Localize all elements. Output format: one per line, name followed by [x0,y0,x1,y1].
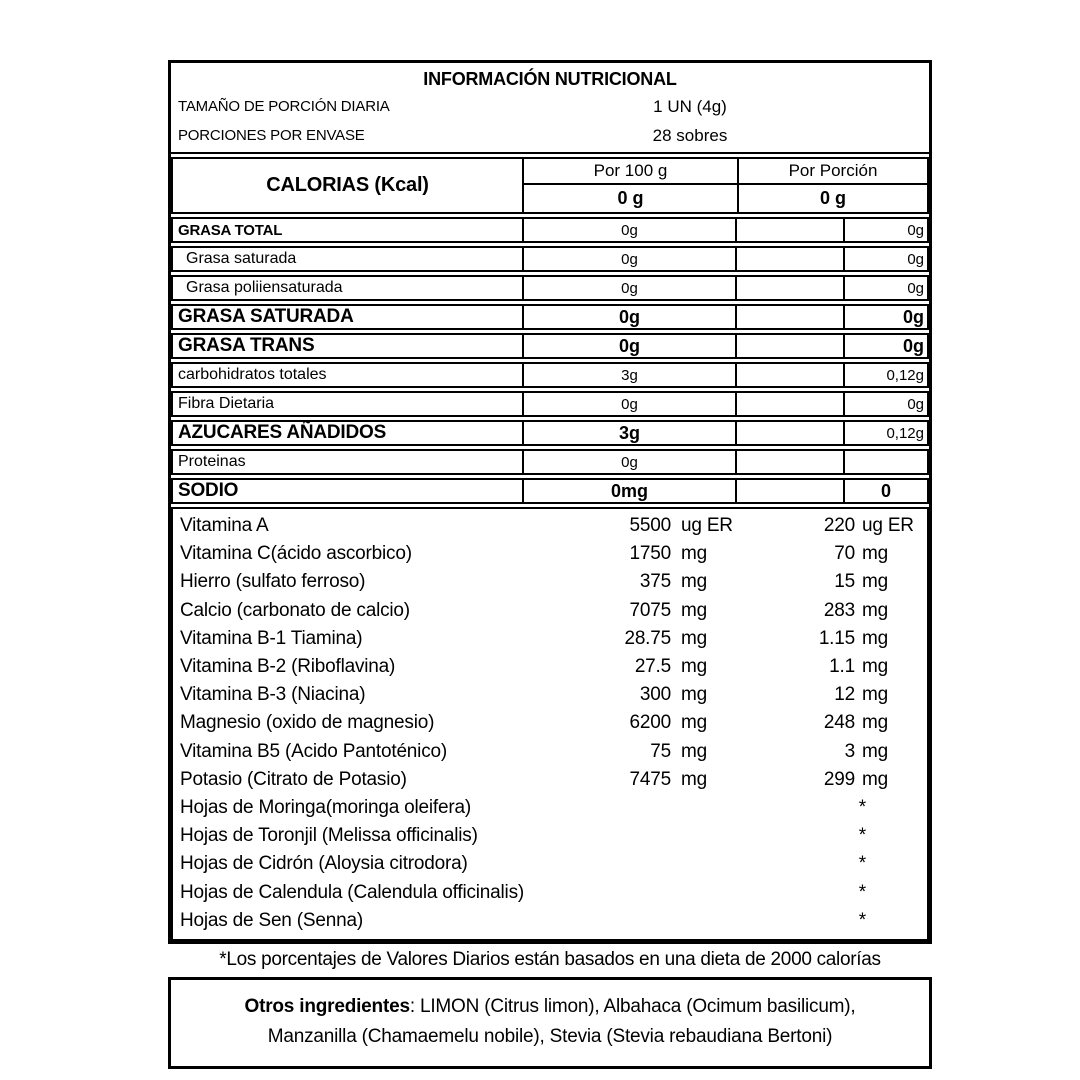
per-100g-amount: 1750 [629,543,671,565]
row-label: Magnesio (oxido de magnesio) [180,712,435,734]
table-row [171,478,929,504]
per-100g-amount: 300 [639,684,671,706]
table-header [171,63,929,154]
per-portion-value: 0 [843,480,927,502]
per-portion-unit: mg [862,684,888,706]
per-100g-unit: mg [681,712,707,734]
row-label: Calcio (carbonato de calcio) [180,599,410,621]
per-portion-spacer-cell [735,248,843,270]
per-portion-spacer-cell [735,277,843,299]
table-title: INFORMACIÓN NUTRICIONAL [423,69,677,89]
per-100g-unit [671,850,737,878]
table-row [171,391,929,417]
table-row [173,794,927,822]
servings-per-container-row [171,121,929,150]
micronutrient-section [171,507,929,941]
herb-rows [173,794,927,935]
per-100g-value: 0g [522,335,735,357]
per-100g-amount [531,794,671,822]
per-portion-spacer-cell [735,219,843,241]
other-ingredients-line2: Manzanilla (Chamaemelu nobile), Stevia (Stevia rebaudiana Bertoni) [267,1026,833,1048]
per-portion-spacer-cell [735,335,843,357]
table-row [173,540,927,568]
row-label: Hojas de Toronjil (Melissa officinalis) [180,825,478,847]
row-label: Hojas de Cidrón (Aloysia citrodora) [180,853,468,875]
table-row [173,625,927,653]
per-portion-amount: * [858,853,866,875]
table-row [173,597,927,625]
column-header-row [524,159,927,185]
per-portion-spacer-cell [735,480,843,502]
per-portion-value: 0g [843,219,927,241]
row-label: Hojas de Calendula (Calendula officinalis) [180,881,525,903]
per-portion-amount: 220 [823,515,855,536]
per-portion-unit: mg [862,656,888,678]
per-portion-amount: * [858,797,866,819]
serving-size-value: 1 UN (4g) [653,96,727,116]
serving-size-label: TAMAÑO DE PORCIÓN DIARIA [178,98,390,115]
per-100g-value: 3g [522,364,735,386]
row-label: Hojas de Moringa(moringa oleifera) [180,797,472,819]
servings-per-container-value: 28 sobres [652,125,728,145]
row-label: Vitamina B5 (Acido Pantoténico) [180,740,447,762]
per-100g-unit: mg [681,599,707,621]
row-label: Vitamina C(ácido ascorbico) [180,543,412,565]
per-portion-value: 0g [843,335,927,357]
per-100g-amount: 7075 [629,599,671,621]
per-portion-unit: ug ER [862,515,914,536]
other-ingredients-line1: : LIMON (Citrus limon), Albahaca (Ocimum basilicum), [409,996,856,1018]
nutrition-label [168,60,932,1069]
row-label: GRASA TOTAL [178,221,283,239]
serving-size-row [171,92,929,121]
per-100g-unit [671,907,737,935]
per-100g-value: 0g [522,219,735,241]
table-row [173,850,927,878]
table-row [173,907,927,935]
per-portion-value: 0g [843,277,927,299]
per-portion-spacer-cell [735,306,843,328]
per-portion-unit: mg [862,627,888,649]
per-portion-value: 0g [843,248,927,270]
per-100g-value: 0mg [522,480,735,502]
table-row [173,709,927,737]
per-portion-amount: * [858,825,866,847]
per-100g-amount: 5500 [629,515,671,536]
per-portion-value: 0g [843,393,927,415]
row-label: carbohidratos totales [178,366,327,383]
table-row [173,766,927,794]
per-100g-unit [671,879,737,907]
daily-value-footnote: *Los porcentajes de Valores Diarios están basados en una dieta de 2000 calorías [219,949,881,971]
calories-section [171,157,929,214]
per-100g-amount: 6200 [629,712,671,734]
per-portion-value [843,451,927,473]
per-100g-unit: mg [681,684,707,706]
per-portion-spacer-cell [735,422,843,444]
per-portion-spacer-cell [735,451,843,473]
table-row [171,217,929,243]
per-100g-amount: 28.75 [624,627,671,649]
row-label: AZUCARES AÑADIDOS [178,422,387,443]
per-portion-unit: mg [862,740,888,762]
row-label: Vitamina B-1 Tiamina) [180,627,363,649]
per-portion-amount: 299 [823,768,855,790]
per-100g-amount: 27.5 [634,656,671,678]
per-100g-value: 0g [522,306,735,328]
calories-value-row [524,185,927,212]
per-portion-unit: mg [862,543,888,565]
per-portion-unit: mg [862,768,888,790]
per-100g-value: 0g [522,393,735,415]
table-row [173,512,927,540]
row-label: Vitamina B-3 (Niacina) [180,684,366,706]
row-label: Potasio (Citrato de Potasio) [180,768,407,790]
row-label: SODIO [178,480,239,501]
other-ingredients-box [168,977,932,1069]
per-portion-amount: * [858,881,866,903]
calories-label: CALORIAS (Kcal) [266,174,429,196]
per-100g-amount: 375 [639,571,671,593]
per-portion-amount: 12 [834,684,855,706]
table-row [171,420,929,446]
per-100g-value: 0g [522,248,735,270]
table-row [171,304,929,330]
row-label: Fibra Dietaria [178,395,275,412]
per-100g-unit: mg [681,571,707,593]
macro-rows [171,217,929,504]
table-row [173,822,927,850]
per-portion-amount: 1.1 [829,656,855,678]
per-100g-amount: 75 [650,740,671,762]
per-portion-amount: * [858,909,866,931]
per-portion-value: 0,12g [843,422,927,444]
per-100g-value: 0g [522,277,735,299]
table-row [173,568,927,596]
calories-columns [522,159,927,212]
per-portion-spacer-cell [735,364,843,386]
row-label: Grasa saturada [186,250,297,267]
per-portion-column-header: Por Porción [737,159,927,183]
per-100g-amount [531,822,671,850]
table-row [173,653,927,681]
row-label: Hojas de Sen (Senna) [180,909,363,931]
table-row [173,738,927,766]
per-portion-amount: 70 [834,543,855,565]
per-100g-unit [671,822,737,850]
per-portion-value: 0g [843,306,927,328]
per-100g-unit: mg [681,740,707,762]
per-100g-unit: mg [681,627,707,649]
micro-rows [173,512,927,794]
row-label: GRASA SATURADA [178,306,354,327]
table-row [171,333,929,359]
table-row [173,681,927,709]
per-portion-amount: 283 [823,599,855,621]
row-label: Grasa poliiensaturada [186,279,343,296]
row-label: Hierro (sulfato ferroso) [180,571,366,593]
per-portion-amount: 1.15 [818,627,855,649]
per-100g-unit [671,794,737,822]
per-portion-unit: mg [862,712,888,734]
servings-per-container-label: PORCIONES POR ENVASE [178,127,365,144]
calories-per-100g-value: 0 g [617,188,644,208]
per-100g-amount: 7475 [629,768,671,790]
per-100g-unit: ug ER [681,515,733,536]
other-ingredients-label: Otros ingredientes [244,996,410,1018]
per-100g-unit: mg [681,656,707,678]
per-portion-unit: mg [862,571,888,593]
per-100g-unit: mg [681,768,707,790]
table-row [171,275,929,301]
per-100g-amount [531,850,671,878]
calories-per-portion-value: 0 g [737,185,927,212]
per-100g-unit: mg [681,543,707,565]
row-label: GRASA TRANS [178,335,315,356]
per-100g-value: 0g [522,451,735,473]
row-label: Proteinas [178,453,246,470]
row-label: Vitamina A [180,515,269,536]
per-100g-amount [531,907,671,935]
per-portion-value: 0,12g [843,364,927,386]
table-row [171,362,929,388]
per-100g-column-header: Por 100 g [593,161,668,180]
per-portion-spacer-cell [735,393,843,415]
table-row [171,246,929,272]
per-100g-amount [531,879,671,907]
row-label: Vitamina B-2 (Riboflavina) [180,656,396,678]
per-portion-amount: 3 [844,740,855,762]
per-100g-value: 3g [522,422,735,444]
nutrition-table [168,60,932,944]
per-portion-amount: 248 [823,712,855,734]
per-portion-unit: mg [862,599,888,621]
table-row [173,879,927,907]
per-portion-amount: 15 [834,571,855,593]
table-row [171,449,929,475]
